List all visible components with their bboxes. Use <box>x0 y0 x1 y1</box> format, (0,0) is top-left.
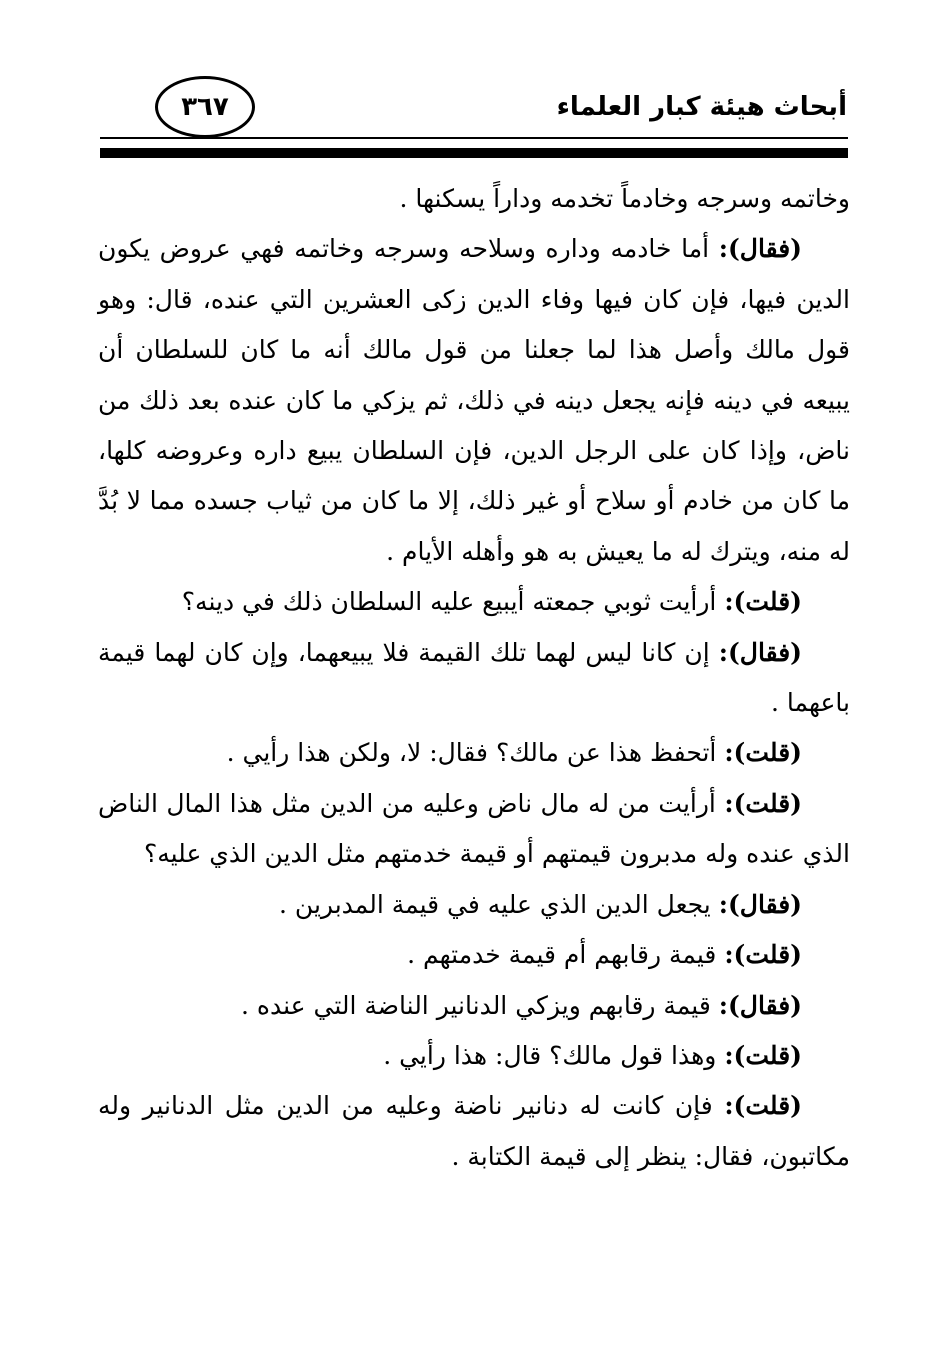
paragraph <box>98 1081 850 1182</box>
running-head-title: أبحاث هيئة كبار العلماء <box>556 92 847 122</box>
paragraph-text: قيمة رقابهم أم قيمة خدمتهم . <box>407 940 717 970</box>
page-number: ٣٦٧ <box>181 92 229 122</box>
paragraph-text: يجعل الدين الذي عليه في قيمة المدبرين . <box>279 889 711 919</box>
body-text <box>98 174 850 1182</box>
paragraph <box>98 880 850 930</box>
paragraph <box>98 224 850 577</box>
paragraph <box>98 577 850 627</box>
speaker-label: (قلت): <box>724 788 803 818</box>
speaker-label: (قلت): <box>724 738 802 768</box>
header-rule-thick <box>100 148 848 158</box>
speaker-label: (فقال): <box>718 889 802 919</box>
paragraph <box>98 930 850 980</box>
speaker-label: (قلت): <box>724 1040 802 1070</box>
paragraph-text: فإن كانت له دنانير ناضة وعليه من الدين مثل الدنانير وله مكاتبون، فقال: ينظر إلى قيمة الكتابة . <box>98 1091 850 1171</box>
paragraph-text: أرأيت من له مال ناض وعليه من الدين مثل هذا المال الناض الذي عنده وله مدبرون قيمتهم أو قيمة خدمتهم مثل الدين الذي عليه؟ <box>98 788 850 869</box>
paragraph <box>98 628 850 729</box>
speaker-label: (قلت): <box>724 587 802 617</box>
paragraph <box>98 981 850 1031</box>
paragraph <box>98 728 850 778</box>
paragraph-text: وهذا قول مالك؟ قال: هذا رأيي . <box>383 1040 717 1070</box>
speaker-label: (فقال): <box>718 990 802 1020</box>
speaker-label: (فقال): <box>718 637 802 667</box>
paragraph-text: إن كانا ليس لهما تلك القيمة فلا يبيعهما، وإن كان لهما قيمة باعهما . <box>98 637 850 718</box>
paragraph-text: أرأيت ثوبي جمعته أيبيع عليه السلطان ذلك في دينه؟ <box>181 587 717 617</box>
paragraph-text: وخاتمه وسرجه وخادماً تخدمه وداراً يسكنها . <box>399 184 850 213</box>
paragraph <box>98 174 850 224</box>
paragraph <box>98 779 850 880</box>
speaker-label: (قلت): <box>724 1091 802 1121</box>
page-header <box>0 0 943 170</box>
paragraph <box>98 1031 850 1081</box>
paragraph-text: أما خادمه وداره وسلاحه وسرجه وخاتمه فهي عروض يكون الدين فيها، فإن كان فيها وفاء الدين زكى العشرين التي عنده، قال: وهو قول مالك وأصل هذا لما جعلنا من قول مالك أنه ما كان للسلطان أن يبيعه في دينه فإنه يجعل دينه في ذلك، ثم يزكي ما كان عنده بعد ذلك من ناض، وإذا كان على الرجل الدين، فإن السلطان يبيع داره وعروضه كلها، ما كان من خادم أو سلاح أو غير ذلك، إلا ما كان من ثياب جسده مما لا بُدَّ له منه، ويترك له ما يعيش به هو وأهله الأيام . <box>98 234 850 566</box>
paragraph-text: قيمة رقابهم ويزكي الدنانير الناضة التي عنده . <box>240 990 711 1020</box>
speaker-label: (قلت): <box>724 940 802 970</box>
paragraph-text: أتحفظ هذا عن مالك؟ فقال: لا، ولكن هذا رأيي . <box>226 738 717 768</box>
page-number-oval <box>155 76 255 138</box>
speaker-label: (فقال): <box>718 234 802 264</box>
